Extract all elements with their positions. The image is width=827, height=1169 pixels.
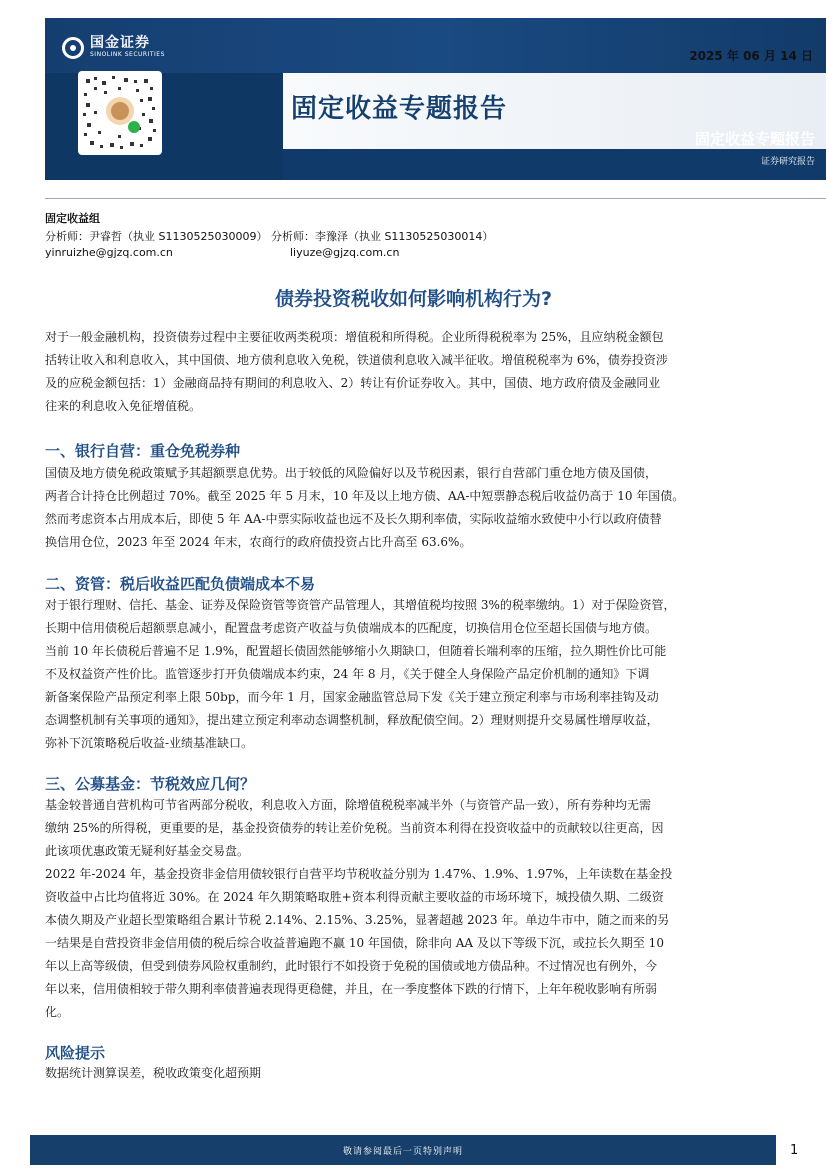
section-heading-bank: 一、银行自营：重仓免税券种 — [45, 442, 241, 460]
section-body-asset-mgmt — [45, 594, 815, 755]
body-line: 对于银行理财、信托、基金、证券及保险资管等资管产品管理人，其增值税均按照 3%的税率缴纳。1）对于保险资管， — [45, 598, 676, 612]
body-line: 一结果是自营投资非金信用债的税后综合收益普遍跑不赢 10 年国债，除非向 AA 及以下等级下沉，或拉长久期至 10 — [45, 936, 664, 950]
qr-code-icon — [78, 71, 162, 155]
body-line: 化。 — [45, 1005, 70, 1019]
logo-cn: 国金证券 — [90, 35, 150, 51]
body-line: 态调整机制有关事项的通知》，提出建立预定利率动态调整机制，释放配债空间。2）理财则提升交易属性增厚收益， — [45, 713, 659, 727]
body-line: 换信用仓位，2023 年至 2024 年末，农商行的政府债投资占比升高至 63.6%。 — [45, 535, 472, 549]
divider — [45, 198, 826, 199]
footer-bar — [30, 1135, 776, 1165]
report-date: 2025 年 06 月 14 日 — [689, 49, 813, 63]
intro-line: 往来的利息收入免征增值税。 — [45, 399, 202, 413]
section-heading-asset-mgmt: 二、资管：税后收益匹配负债端成本不易 — [45, 575, 316, 593]
body-line: 当前 10 年长债税后普遍不足 1.9%，配置超长债固然能够缩小久期缺口，但随着长端利率的压缩，拉久期性价比可能 — [45, 644, 667, 658]
risk-text: 数据统计测算误差，税收政策变化超预期 — [45, 1066, 262, 1080]
body-line: 缴纳 25%的所得税，更重要的是，基金投资债券的转让差价免税。当前资本利得在投资收益中的贡献较以往更高，因 — [45, 821, 664, 835]
body-line: 不及权益资产性价比。监管逐步打开负债端成本约束，24 年 8 月，《关于健全人身保险产品定价机制的通知》下调 — [45, 667, 650, 681]
report-headline: 债券投资税收如何影响机构行为? — [274, 288, 553, 310]
page-title: 固定收益专题报告 — [291, 94, 508, 124]
page-number: 1 — [790, 1143, 799, 1158]
body-line: 两者合计持仓比例超过 70%。截至 2025 年 5 月末，10 年及以上地方债、AA-中短票静态税后收益仍高于 10 年国债。 — [45, 489, 685, 503]
analyst-line: 分析师：尹睿哲（执业 S1130525030009） 分析师：李豫泽（执业 S1130525030014） — [45, 230, 494, 243]
report-category: 证券研究报告 — [760, 157, 815, 167]
section-body-fund — [45, 794, 815, 1024]
body-line: 本债久期及产业超长型策略组合累计节税 2.14%、2.15%、3.25%，显著超越 2023 年。单边牛市中，随之而来的另 — [45, 913, 670, 927]
footer-notice[interactable]: 敬请参阅最后一页特别声明 — [342, 1147, 463, 1157]
intro-paragraph — [45, 326, 815, 418]
body-line: 年以来，信用债相较于带久期利率债普遍表现得更稳健，并且，在一季度整体下跌的行情下，上年年税收影响有所弱 — [45, 982, 658, 996]
section-body-bank — [45, 462, 815, 554]
body-line: 年以上高等级债，但受到债券风险权重制约，此时银行不如投资于免税的国债或地方债品种。不过情况也有例外，今 — [45, 959, 658, 973]
logo-en: SINOLINK SECURITIES — [90, 51, 165, 58]
banner-bottom-band — [283, 149, 826, 180]
analyst-email-2[interactable]: liyuze@gjzq.com.cn — [290, 246, 400, 259]
report-type: 固定收益专题报告 — [694, 130, 815, 148]
analyst-email-1[interactable]: yinruizhe@gjzq.com.cn — [45, 246, 173, 259]
company-logo — [62, 36, 165, 59]
logo-icon — [62, 37, 84, 59]
risk-heading: 风险提示 — [45, 1044, 106, 1062]
intro-line: 对于一般金融机构，投资债券过程中主要征收两类税项：增值税和所得税。企业所得税税率为 25%，且应纳税金额包 — [45, 330, 664, 344]
intro-line: 括转让收入和利息收入，其中国债、地方债利息收入免税，铁道债利息收入减半征收。增值税税率为 6%，债券投资涉 — [45, 353, 668, 367]
body-line: 国债及地方债免税政策赋予其超额票息优势。出于较低的风险偏好以及节税因素，银行自营部门重仓地方债及国债， — [45, 466, 658, 480]
body-line: 此该项优惠政策无疑利好基金交易盘。 — [45, 844, 250, 858]
body-line: 新备案保险产品预定利率上限 50bp，而今年 1 月，国家金融监管总局下发《关于建立预定利率与市场利率挂钩及动 — [45, 690, 659, 704]
research-group: 固定收益组 — [45, 212, 100, 225]
body-line: 资收益中占比均值将近 30%。在 2024 年久期策略取胜+资本利得贡献主要收益的市场环境下，城投债久期、二级资 — [45, 890, 664, 904]
body-line: 2022 年-2024 年，基金投资非金信用债较银行自营平均节税收益分别为 1.47%、1.9%、1.97%，上年读数在基金投 — [45, 867, 673, 881]
body-line: 然而考虑资本占用成本后，即使 5 年 AA-中票实际收益也远不及长久期利率债，实际收益缩水致使中小行以政府债替 — [45, 512, 662, 526]
body-line: 基金较普通自营机构可节省两部分税收，利息收入方面，除增值税税率减半外（与资管产品一致），所有券种均无需 — [45, 798, 652, 812]
section-heading-fund: 三、公募基金：节税效应几何？ — [45, 775, 256, 793]
intro-line: 及的应税金额包括：1）金融商品持有期间的利息收入、2）转让有价证券收入。其中，国债、地方政府债及金融同业 — [45, 376, 661, 390]
body-line: 弥补下沉策略税后收益-业绩基准缺口。 — [45, 736, 254, 750]
body-line: 长期中信用债税后超额票息减小，配置盘考虑资产收益与负债端成本的匹配度，切换信用仓位至超长国债与地方债。 — [45, 621, 658, 635]
